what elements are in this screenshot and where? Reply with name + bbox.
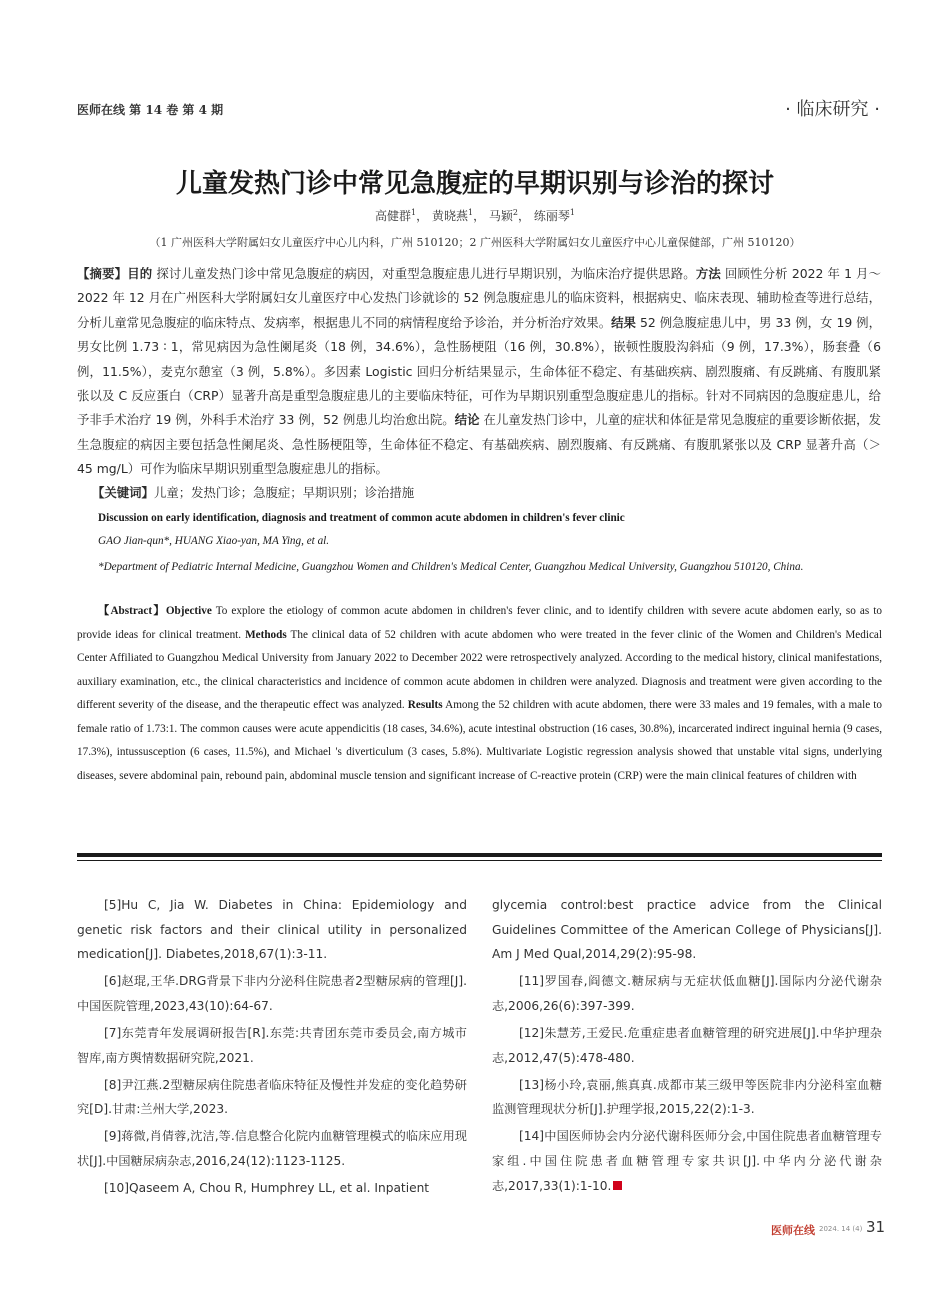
author-affil-mark: 1 <box>467 208 474 217</box>
english-abstract <box>77 600 882 788</box>
en-objective-label: Objective <box>165 605 212 617</box>
section-divider <box>77 853 882 857</box>
journal-header: 医师在线 第 14 卷 第 4 期 <box>77 103 224 117</box>
reference-item: [10]Qaseem A, Chou R, Humphrey LL, et al. Inpatient <box>104 1181 430 1196</box>
reference-item: [11]罗国春,阎德文.糖尿病与无症状低血糖[J].国际内分泌代谢杂志,2006,26(6):397-399. <box>492 974 882 1013</box>
conclusion-text: 在儿童发热门诊中，儿童的症状和体征是常见急腹症的重要诊断依据，发生急腹症的病因主要包括急性阑尾炎、急性肠梗阻等，生命体征不稳定、有基础疾病、剧烈腹痛、有反跳痛、有腹肌紧张以及 CRP 显著升高（＞ 45 mg/L）可作为临床早期识别重型急腹症患儿的指标。 <box>77 412 881 477</box>
en-results-text: Among the 52 children with acute abdomen, there were 33 males and 19 females, with a male to female ratio of 1.73:1. The common causes were acute appendicitis (18 cases, 34.6%), acute intestinal obstruction (16 cases, 30.8%), incarcerated indirect inguinal hernia (9 cases, 17.3%), intussusception (6 cases, 11.5%), and Michael 's diverticulum (3 cases, 5.8%). Multivariate Logistic regression analysis showed that unstable vital signs, underlying diseases, severe abdominal pain, rebound pain, abdominal muscle tension and significant increase of C-reactive protein (CRP) were the main clinical features of children with <box>77 699 883 782</box>
english-affiliation: *Department of Pediatric Internal Medicine, Guangzhou Women and Children's Medical Center, Guangzhou Medical University, Guangzhou 510120, China. <box>98 561 804 573</box>
reference-item: [6]赵琨,王华.DRG背景下非内分泌科住院患者2型糖尿病的管理[J].中国医院管理,2023,43(10):64-67. <box>77 974 467 1013</box>
reference-item <box>492 1124 882 1198</box>
methods-label: 方法 <box>695 266 721 281</box>
section-label: · 临床研究 · <box>785 99 880 120</box>
reference-item: [5]Hu C, Jia W. Diabetes in China: Epidemiology and genetic risk factors and their clinical utility in personalized medication[J]. Diabetes,2018,67(1):3-11. <box>77 898 467 962</box>
journal-logo: 医师在线 <box>771 1224 815 1237</box>
references-left-column <box>77 893 467 1203</box>
author-list: 高健群$^1$， 黄晓燕$^1$， 马颖$^2$， 练丽琴$^1$ <box>375 208 575 223</box>
en-methods-label: Methods <box>245 628 287 641</box>
page-number: 31 <box>866 1218 886 1236</box>
author-affil-mark: 2 <box>512 208 519 217</box>
affiliation: （1 广州医科大学附属妇女儿童医疗中心儿内科，广州 510120；2 广州医科大学附属妇女儿童医疗中心儿童保健部，广州 510120） <box>149 236 801 249</box>
en-methods-text: The clinical data of 52 children with acute abdomen who were treated in the fever clinic of the Women and Children's Medical Center Affiliated to Guangzhou Medical University from January 2022 to December 2022 were retrospectively analyzed. According to the medical history, clinical manifestations, auxiliary examination, etc., the clinical characteristics and incidence of common acute abdomen in children were analyzed. Diagnosis and treatment were given according to the different severity of the disease, and the therapeutic effect was analyzed. <box>77 628 882 711</box>
article-title: 儿童发热门诊中常见急腹症的早期识别与诊治的探讨 <box>175 169 774 199</box>
references-right-column <box>492 893 882 1201</box>
objective-label: 目的 <box>127 266 153 281</box>
footer-issue: 2024. 14 (4) <box>819 1225 863 1233</box>
reference-item: [13]杨小玲,袁丽,熊真真.成都市某三级甲等医院非内分泌科室血糖监测管理现状分析[J].护理学报,2015,22(2):1-3. <box>492 1077 882 1117</box>
section-divider-thin <box>77 860 882 861</box>
reference-item: [8]尹江燕.2型糖尿病住院患者临床特征及慢性并发症的变化趋势研究[D].甘肃:兰州大学,2023. <box>77 1077 467 1117</box>
reference-item: [9]蒋微,肖倩蓉,沈洁,等.信息整合化院内血糖管理模式的临床应用现状[J].中国糖尿病杂志,2016,24(12):1123-1125. <box>77 1129 467 1168</box>
en-objective-text: To explore the etiology of common acute abdomen in children's fever clinic, and to identify children with severe acute abdomen early, so as to provide ideas for clinical treatment. <box>77 605 882 641</box>
author-name: 黄晓燕 <box>431 209 468 223</box>
author-affil-mark: 1 <box>411 208 417 217</box>
methods-text: 回顾性分析 2022 年 1 月～ 2022 年 12 月在广州医科大学附属妇女儿童医疗中心发热门诊就诊的 52 例急腹症患儿的临床资料，根据病史、临床表现、辅助检查等进行总结，分析儿童常见急腹症的临床特点、发病率，根据患儿不同的病情程度给予诊治，并分析治疗效果。 <box>77 266 881 330</box>
author-name: 高健群 <box>375 209 412 223</box>
en-results-label: Results <box>407 699 443 711</box>
reference-item: [12]朱慧芳,王爱民.危重症患者血糖管理的研究进展[J].中华护理杂志,2012,47(5):478-480. <box>492 1025 882 1065</box>
results-text: 52 例急腹症患儿中，男 33 例，女 19 例，男女比例 1.73 ∶ 1，常见病因为急性阑尾炎（18 例，34.6%），急性肠梗阻（16 例，30.8%），嵌顿性腹股沟斜疝（9 例，17.3%），肠套叠（6 例，11.5%），麦克尔憩室（3 例，5.8%）。多因素 Logistic 回归分析结果显示，生命体征不稳定、有基础疾病、剧烈腹痛、有反跳痛、有腹肌紧张以及 C 反应蛋白（CRP）显著升高是重型急腹症患儿的主要临床特征，可作为早期识别重型急腹症患儿的指标。针对不同病因的急腹症患儿，给予非手术治疗 19 例，外科手术治疗 33 例，52 例患儿均治愈出院。 <box>77 314 881 428</box>
end-of-article-icon <box>613 1181 622 1190</box>
keywords-label: 【关键词】 <box>92 485 154 500</box>
author-name: 马颖 <box>488 209 513 223</box>
abstract-label: 【摘要】 <box>77 266 128 281</box>
english-title: Discussion on early identification, diagnosis and treatment of common acute abdomen in children's fever clinic <box>98 512 625 524</box>
results-label: 结果 <box>611 314 636 330</box>
author-name: 练丽琴 <box>533 209 570 223</box>
chinese-abstract <box>77 262 881 482</box>
reference-item: [7]东莞青年发展调研报告[R].东莞:共青团东莞市委员会,南方城市智库,南方舆情数据研究院,2021. <box>77 1025 467 1065</box>
conclusion-label: 结论 <box>454 412 480 428</box>
objective-text: 探讨儿童发热门诊中常见急腹症的病因，对重型急腹症患儿进行早期识别，为临床治疗提供思路。 <box>156 266 696 281</box>
reference-continuation: glycemia control:best practice advice from the Clinical Guidelines Committee of the American College of Physicians[J]. Am J Med Qual,2014,29(2):95-98. <box>492 898 882 962</box>
en-abstract-label: 【Abstract】 <box>98 605 166 617</box>
english-authors: GAO Jian-qun*, HUANG Xiao-yan, MA Ying, et al. <box>98 535 330 547</box>
keywords <box>92 482 882 504</box>
keywords-text: 儿童；发热门诊；急腹症；早期识别；诊治措施 <box>153 485 415 500</box>
reference-text: [14]中国医师协会内分泌代谢科医师分会,中国住院患者血糖管理专家组.中国住院患者血糖管理专家共识[J].中华内分泌代谢杂志,2017,33(1):1-10. <box>492 1129 882 1193</box>
author-affil-mark: 1 <box>569 208 575 217</box>
